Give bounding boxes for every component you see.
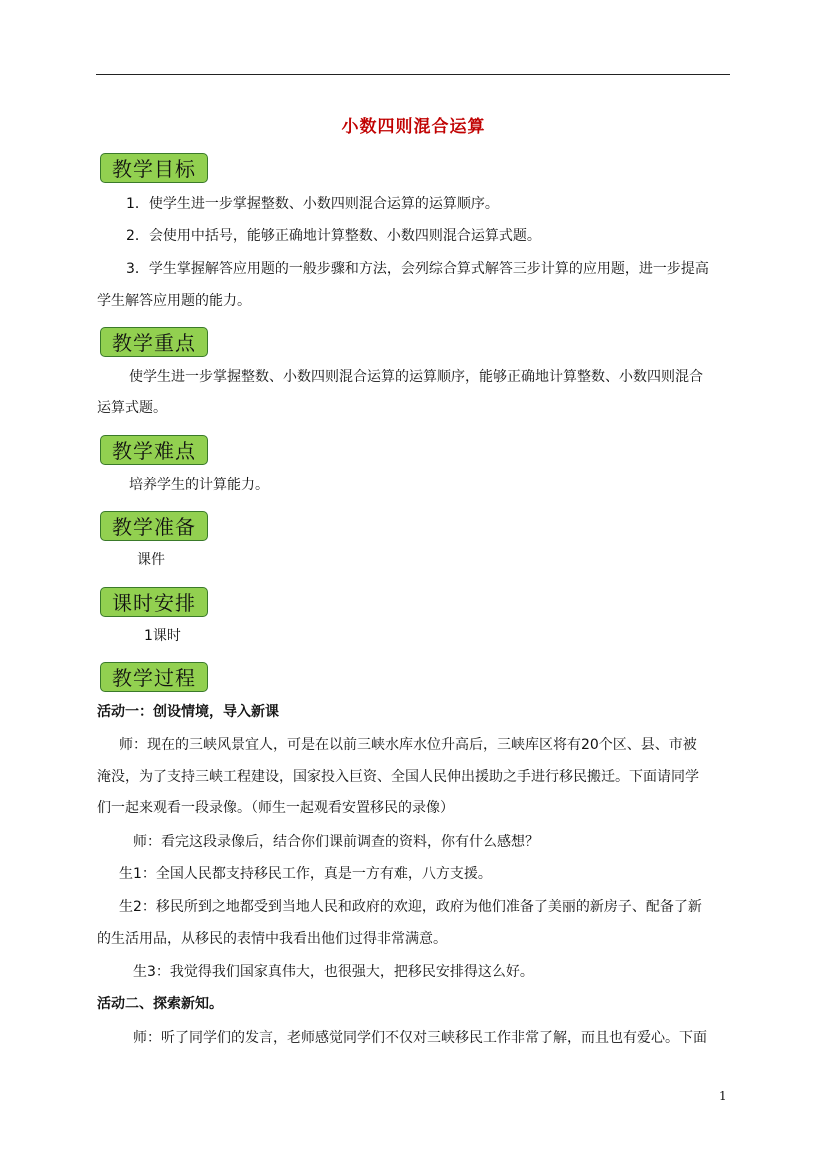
section-heading-key-points: 教学重点 (100, 327, 208, 357)
section-heading-process: 教学过程 (100, 662, 208, 692)
key-points-line-1: 使学生进一步掌握整数、小数四则混合运算的运算顺序，能够正确地计算整数、小数四则混合 (129, 369, 703, 385)
goals-line-4: 学生解答应用题的能力。 (97, 293, 251, 309)
schedule-line-1: 1课时 (144, 628, 181, 644)
section-heading-difficulties: 教学难点 (100, 435, 208, 465)
preparation-line-1: 课件 (137, 552, 165, 568)
page-number: 1 (719, 1089, 727, 1103)
activity1-line-5: 生1：全国人民都支持移民工作，真是一方有难，八方支援。 (119, 866, 492, 882)
activity2-title: 活动二、探索新知。 (97, 996, 223, 1012)
activity1-line-3: 们一起来观看一段录像。（师生一起观看安置移民的录像） (97, 800, 454, 816)
section-heading-preparation: 教学准备 (100, 511, 208, 541)
activity1-line-8: 生3：我觉得我们国家真伟大，也很强大，把移民安排得这么好。 (133, 964, 534, 980)
activity2-line-1: 师：听了同学们的发言，老师感觉同学们不仅对三峡移民工作非常了解，而且也有爱心。下面 (133, 1030, 707, 1046)
activity1-line-1: 师：现在的三峡风景宜人，可是在以前三峡水库水位升高后，三峡库区将有20个区、县、市被 (119, 737, 697, 753)
activity1-line-6: 生2：移民所到之地都受到当地人民和政府的欢迎，政府为他们准备了美丽的新房子、配备了新 (119, 899, 702, 915)
page-title: 小数四则混合运算 (341, 117, 486, 137)
activity1-line-4: 师：看完这段录像后，结合你们课前调查的资料，你有什么感想？ (133, 834, 539, 850)
key-points-line-2: 运算式题。 (97, 400, 167, 416)
header-rule (96, 74, 730, 75)
activity1-line-2: 淹没，为了支持三峡工程建设，国家投入巨资、全国人民伸出援助之手进行移民搬迁。下面请同学 (97, 769, 699, 785)
section-heading-goals: 教学目标 (100, 153, 208, 183)
goals-line-2: 2．会使用中括号，能够正确地计算整数、小数四则混合运算式题。 (126, 228, 541, 244)
activity1-line-7: 的生活用品，从移民的表情中我看出他们过得非常满意。 (97, 931, 447, 947)
goals-line-3: 3．学生掌握解答应用题的一般步骤和方法，会列综合算式解答三步计算的应用题，进一步提高 (126, 261, 709, 277)
activity1-title: 活动一：创设情境，导入新课 (97, 704, 279, 720)
difficulties-line-1: 培养学生的计算能力。 (129, 477, 269, 493)
goals-line-1: 1．使学生进一步掌握整数、小数四则混合运算的运算顺序。 (126, 196, 499, 212)
section-heading-schedule: 课时安排 (100, 587, 208, 617)
